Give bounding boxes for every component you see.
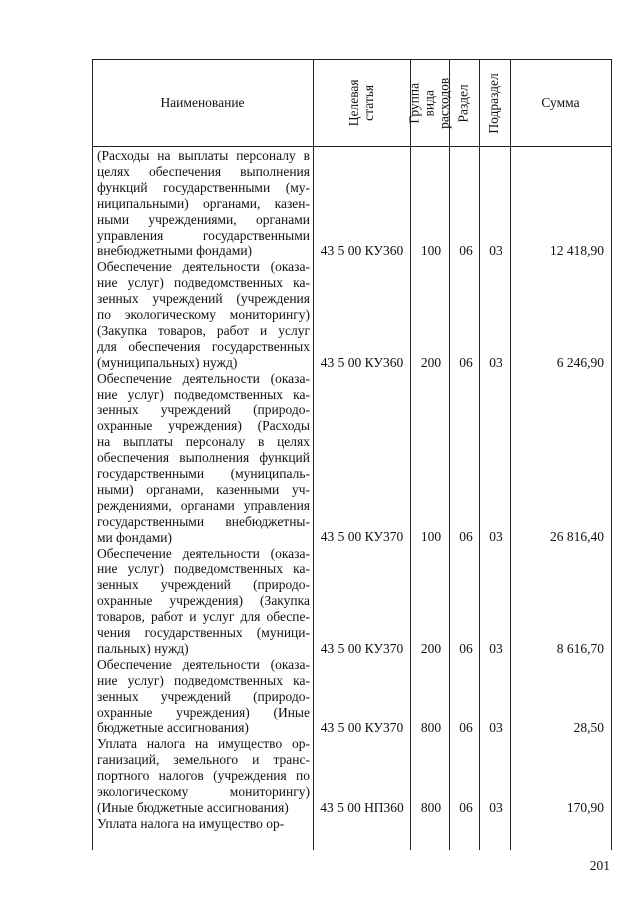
header-subsection [479,60,510,146]
row-name-line: (Расходы на выплаты персоналу в [97,148,310,163]
row-name-line: ными) органами, казенными уч- [97,481,310,497]
row-name-line: зенных учреждений (природо- [97,402,310,418]
row-code: 43 5 00 НП360 [320,799,404,815]
row-name-line: функций государственными (му- [97,179,310,195]
row-name-line: (муниципальных) нужд) [97,354,238,370]
row-name-line: охранные учреждения) (Иные [97,704,310,720]
row-group: 100 [420,243,442,259]
budget-table [92,59,612,850]
row-section: 06 [459,243,473,259]
row-name [97,546,310,657]
row-name [97,816,310,832]
row-code: 43 5 00 КУ360 [320,243,404,259]
row-name-line: охранные учреждения) (Расходы [97,418,310,434]
header-target-label: Целевая статья [345,79,376,127]
row-name-line: ние услуг) подведомственных ка- [97,561,310,577]
row-name-line: ние услуг) подведомственных ка- [97,672,310,688]
row-name-line: ние услуг) подведомственных ка- [97,386,310,402]
header-group [406,60,451,146]
row-name [97,657,310,737]
row-name-line: ние услуг) подведомственных ка- [97,275,310,291]
row-name-line: ными учреждениями, органами [97,211,310,227]
header-name-label: Наименование [160,95,245,110]
row-name-line: Обеспечение деятельности (оказа- [97,370,310,386]
row-subsection: 03 [489,529,503,545]
row-name-line: Обеспечение деятельности (оказа- [97,656,310,672]
row-name-line: внебюджетными фондами) [97,243,253,259]
header-section-label: Раздел [455,83,471,123]
row-group: 200 [420,354,442,370]
row-name-line: на выплаты персоналу в целях [97,434,310,450]
table-row [92,546,612,657]
row-subsection: 03 [489,243,503,259]
row-code: 43 5 00 КУ360 [320,354,404,370]
row-subsection: 03 [489,354,503,370]
row-name-line: (Закупка товаров, работ и услуг [97,322,310,338]
header-group-label: Группа вида расходов [406,77,451,129]
table-row [92,736,612,816]
row-name [97,736,310,816]
row-sum: 8 616,70 [556,640,604,656]
row-sum: 170,90 [566,799,604,815]
header-name [92,60,313,146]
row-name-line: Уплата налога на имущество ор- [97,736,310,752]
row-name-line: Обеспечение деятельности (оказа- [97,545,310,561]
table-row [92,259,612,370]
row-name [97,148,310,259]
row-sum: 12 418,90 [550,243,604,259]
row-name-line: ниципальными) органами, казен- [97,195,310,211]
row-section: 06 [459,640,473,656]
row-name-line: целях обеспечения выполнения [97,163,310,179]
header-target [313,60,410,146]
header-divider [92,146,612,147]
table-row [92,371,612,546]
row-group: 800 [420,799,442,815]
page-number: 201 [589,858,610,873]
row-code: 43 5 00 КУ370 [320,720,404,736]
row-name-line: зенных учреждений (природо- [97,688,310,704]
row-name-line: зенных учреждений (учреждения [97,291,310,307]
row-name-line: портного налогов (учреждения по [97,768,310,784]
header-sum [510,60,611,146]
row-subsection: 03 [489,640,503,656]
row-subsection: 03 [489,799,503,815]
table-row [92,657,612,737]
row-name-line: Обеспечение деятельности (оказа- [97,259,310,275]
row-name-line: (Иные бюджетные ассигнования) [97,799,289,815]
row-section: 06 [459,720,473,736]
header-sum-label: Сумма [541,95,580,110]
row-name-line: государственными (муниципаль- [97,466,310,482]
row-sum: 6 246,90 [556,354,604,370]
table-row [92,148,612,259]
header-section [449,60,479,146]
row-name-line: бюджетные ассигнования) [97,720,249,736]
row-name-line: ми фондами) [97,529,172,545]
row-name-line: чения государственных (муници- [97,625,310,641]
row-name-line: ганизаций, земельного и транс- [97,752,310,768]
row-name-line: Уплата налога на имущество ор- [97,815,285,831]
row-sum: 26 816,40 [550,529,604,545]
row-name-line: по экологическому мониторингу) [97,307,310,323]
row-group: 800 [420,720,442,736]
row-section: 06 [459,529,473,545]
row-name-line: обеспечения выполнения функций [97,450,310,466]
table-row [92,816,612,832]
row-subsection: 03 [489,720,503,736]
row-name-line: экологическому мониторингу) [97,784,310,800]
header-subsection-label: Подраздел [486,72,502,134]
row-name [97,371,310,546]
row-name-line: реждениями, органами управления [97,497,310,513]
row-name [97,259,310,370]
row-name-line: управления государственными [97,227,310,243]
row-name-line: охранные учреждения) (Закупка [97,593,310,609]
row-group: 100 [420,529,442,545]
row-section: 06 [459,799,473,815]
row-code: 43 5 00 КУ370 [320,529,404,545]
row-name-line: товаров, работ и услуг для обеспе- [97,609,310,625]
row-sum: 28,50 [573,720,604,736]
row-name-line: пальных) нужд) [97,640,189,656]
row-name-line: государственными внебюджетны- [97,513,310,529]
row-name-line: зенных учреждений (природо- [97,577,310,593]
row-section: 06 [459,354,473,370]
row-name-line: для обеспечения государственных [97,338,310,354]
row-group: 200 [420,640,442,656]
row-code: 43 5 00 КУ370 [320,640,404,656]
